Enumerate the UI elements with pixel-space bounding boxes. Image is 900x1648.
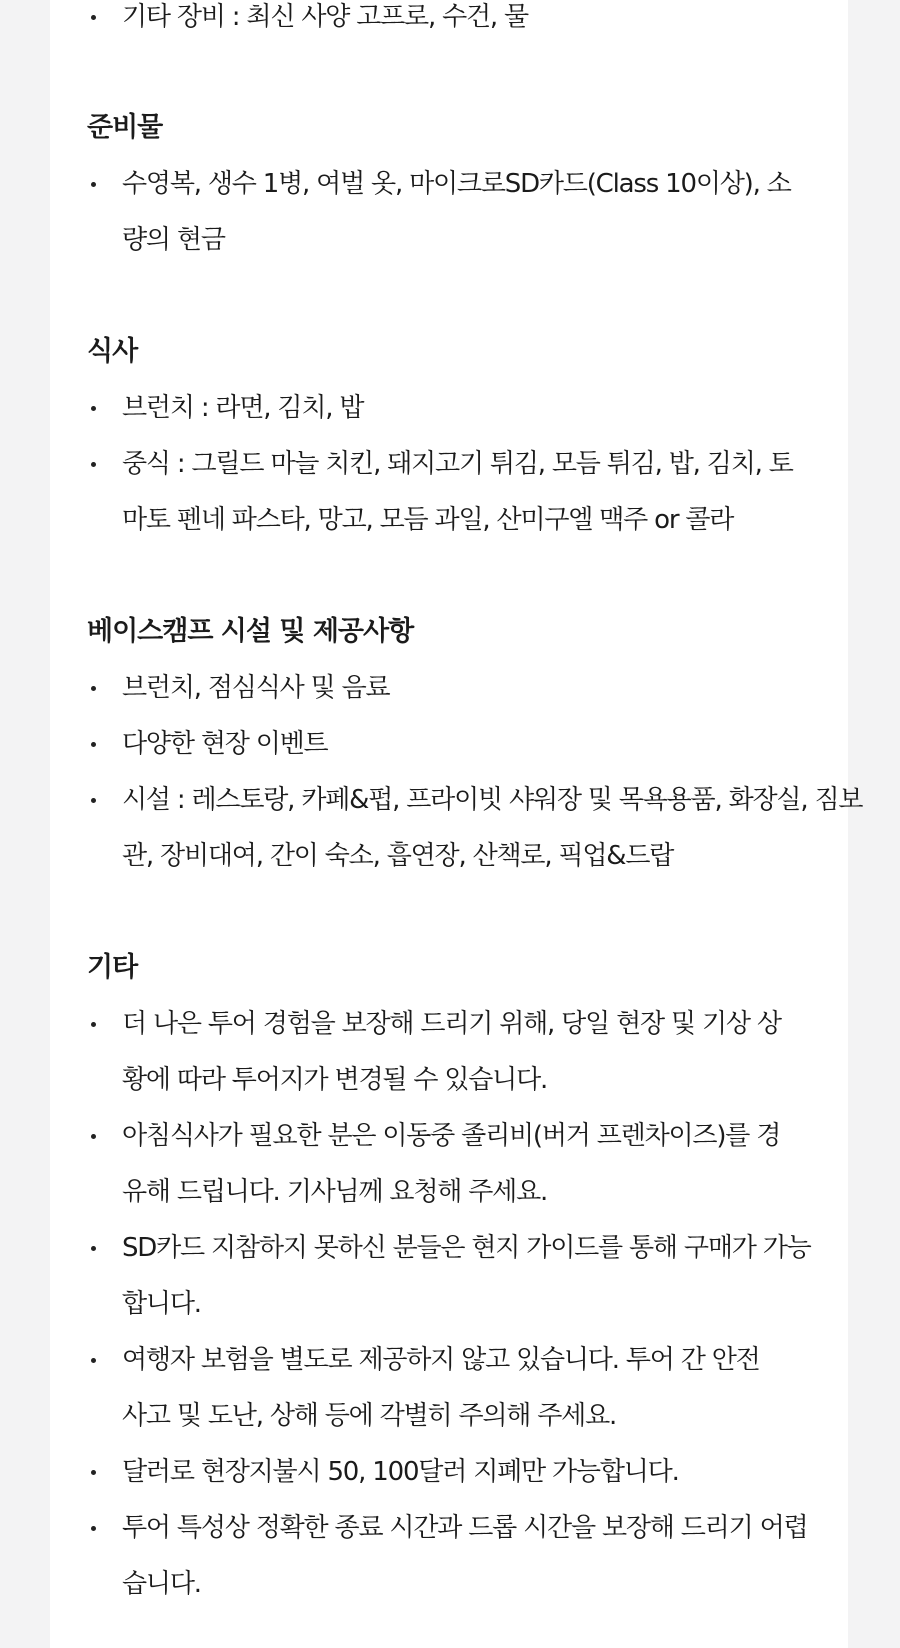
notes-list	[87, 996, 837, 1612]
section-heading: 베이스캠프 시설 및 제공사항	[87, 616, 414, 647]
list-item	[87, 1444, 822, 1500]
section-equipment	[87, 0, 837, 45]
basecamp-list	[87, 660, 863, 884]
bullet-icon	[91, 1022, 96, 1027]
list-item	[87, 1500, 812, 1612]
equipment-list	[87, 0, 837, 45]
list-item	[87, 1108, 802, 1220]
bullet-icon	[91, 1470, 96, 1475]
bullet-icon	[91, 406, 96, 411]
list-item	[87, 772, 867, 884]
bullet-icon	[91, 1134, 96, 1139]
section-notes	[87, 940, 837, 1612]
list-item	[87, 716, 862, 772]
bullet-icon	[91, 1358, 96, 1363]
list-item	[87, 1220, 812, 1332]
bullet-icon	[91, 1526, 96, 1531]
bullet-icon	[91, 742, 96, 747]
bullet-icon	[91, 462, 96, 467]
list-item-text: 중식 : 그릴드 마늘 치킨, 돼지고기 튀김, 모듬 튀김, 밥, 김치, 토마토 펜네 파스타, 망고, 모듬 과일, 산미구엘 맥주 or 콜라	[122, 449, 793, 535]
bullet-icon	[91, 182, 96, 187]
list-item	[87, 436, 812, 548]
list-item-text: 다양한 현장 이벤트	[122, 729, 328, 759]
list-item-text: 시설 : 레스토랑, 카페&펍, 프라이빗 샤워장 및 목욕용품, 화장실, 짐보관, 장비대여, 간이 숙소, 흡연장, 산책로, 픽업&드랍	[122, 785, 863, 871]
section-supplies	[87, 100, 837, 268]
section-meals	[87, 324, 837, 548]
list-item-text: 더 나은 투어 경험을 보장해 드리기 위해, 당일 현장 및 기상 상황에 따라 투어지가 변경될 수 있습니다.	[122, 1009, 781, 1095]
list-item	[87, 996, 802, 1108]
list-item	[87, 660, 862, 716]
bullet-icon	[91, 1246, 96, 1251]
list-item	[87, 380, 812, 436]
list-item-text: 여행자 보험을 별도로 제공하지 않고 있습니다. 투어 간 안전사고 및 도난, 상해 등에 각별히 주의해 주세요.	[122, 1345, 760, 1431]
list-item-text: 달러로 현장지불시 50, 100달러 지폐만 가능합니다.	[122, 1457, 679, 1487]
list-item-text: 아침식사가 필요한 분은 이동중 졸리비(버거 프렌차이즈)를 경유해 드립니다. 기사님께 요청해 주세요.	[122, 1121, 781, 1207]
bullet-icon	[91, 798, 96, 803]
list-item	[87, 1332, 772, 1444]
content-card	[50, 0, 863, 1648]
list-item-text: 브런치 : 라면, 김치, 밥	[122, 393, 364, 423]
bullet-icon	[91, 15, 96, 20]
bullet-icon	[91, 686, 96, 691]
list-item	[87, 156, 802, 268]
section-heading: 기타	[87, 952, 138, 983]
list-item-text: 기타 장비 : 최신 사양 고프로, 수건, 물	[122, 2, 528, 32]
list-item-text: SD카드 지참하지 못하신 분들은 현지 가이드를 통해 구매가 가능합니다.	[122, 1233, 811, 1319]
supplies-list	[87, 156, 837, 268]
list-item-text: 브런치, 점심식사 및 음료	[122, 673, 390, 703]
section-heading: 준비물	[87, 112, 163, 143]
section-basecamp	[87, 604, 863, 884]
section-heading: 식사	[87, 336, 138, 367]
list-item-text: 수영복, 생수 1병, 여벌 옷, 마이크로SD카드(Class 10이상), 소량의 현금	[122, 169, 791, 255]
list-item	[87, 0, 762, 45]
list-item-text: 투어 특성상 정확한 종료 시간과 드롭 시간을 보장해 드리기 어렵습니다.	[122, 1513, 808, 1599]
meals-list	[87, 380, 837, 548]
